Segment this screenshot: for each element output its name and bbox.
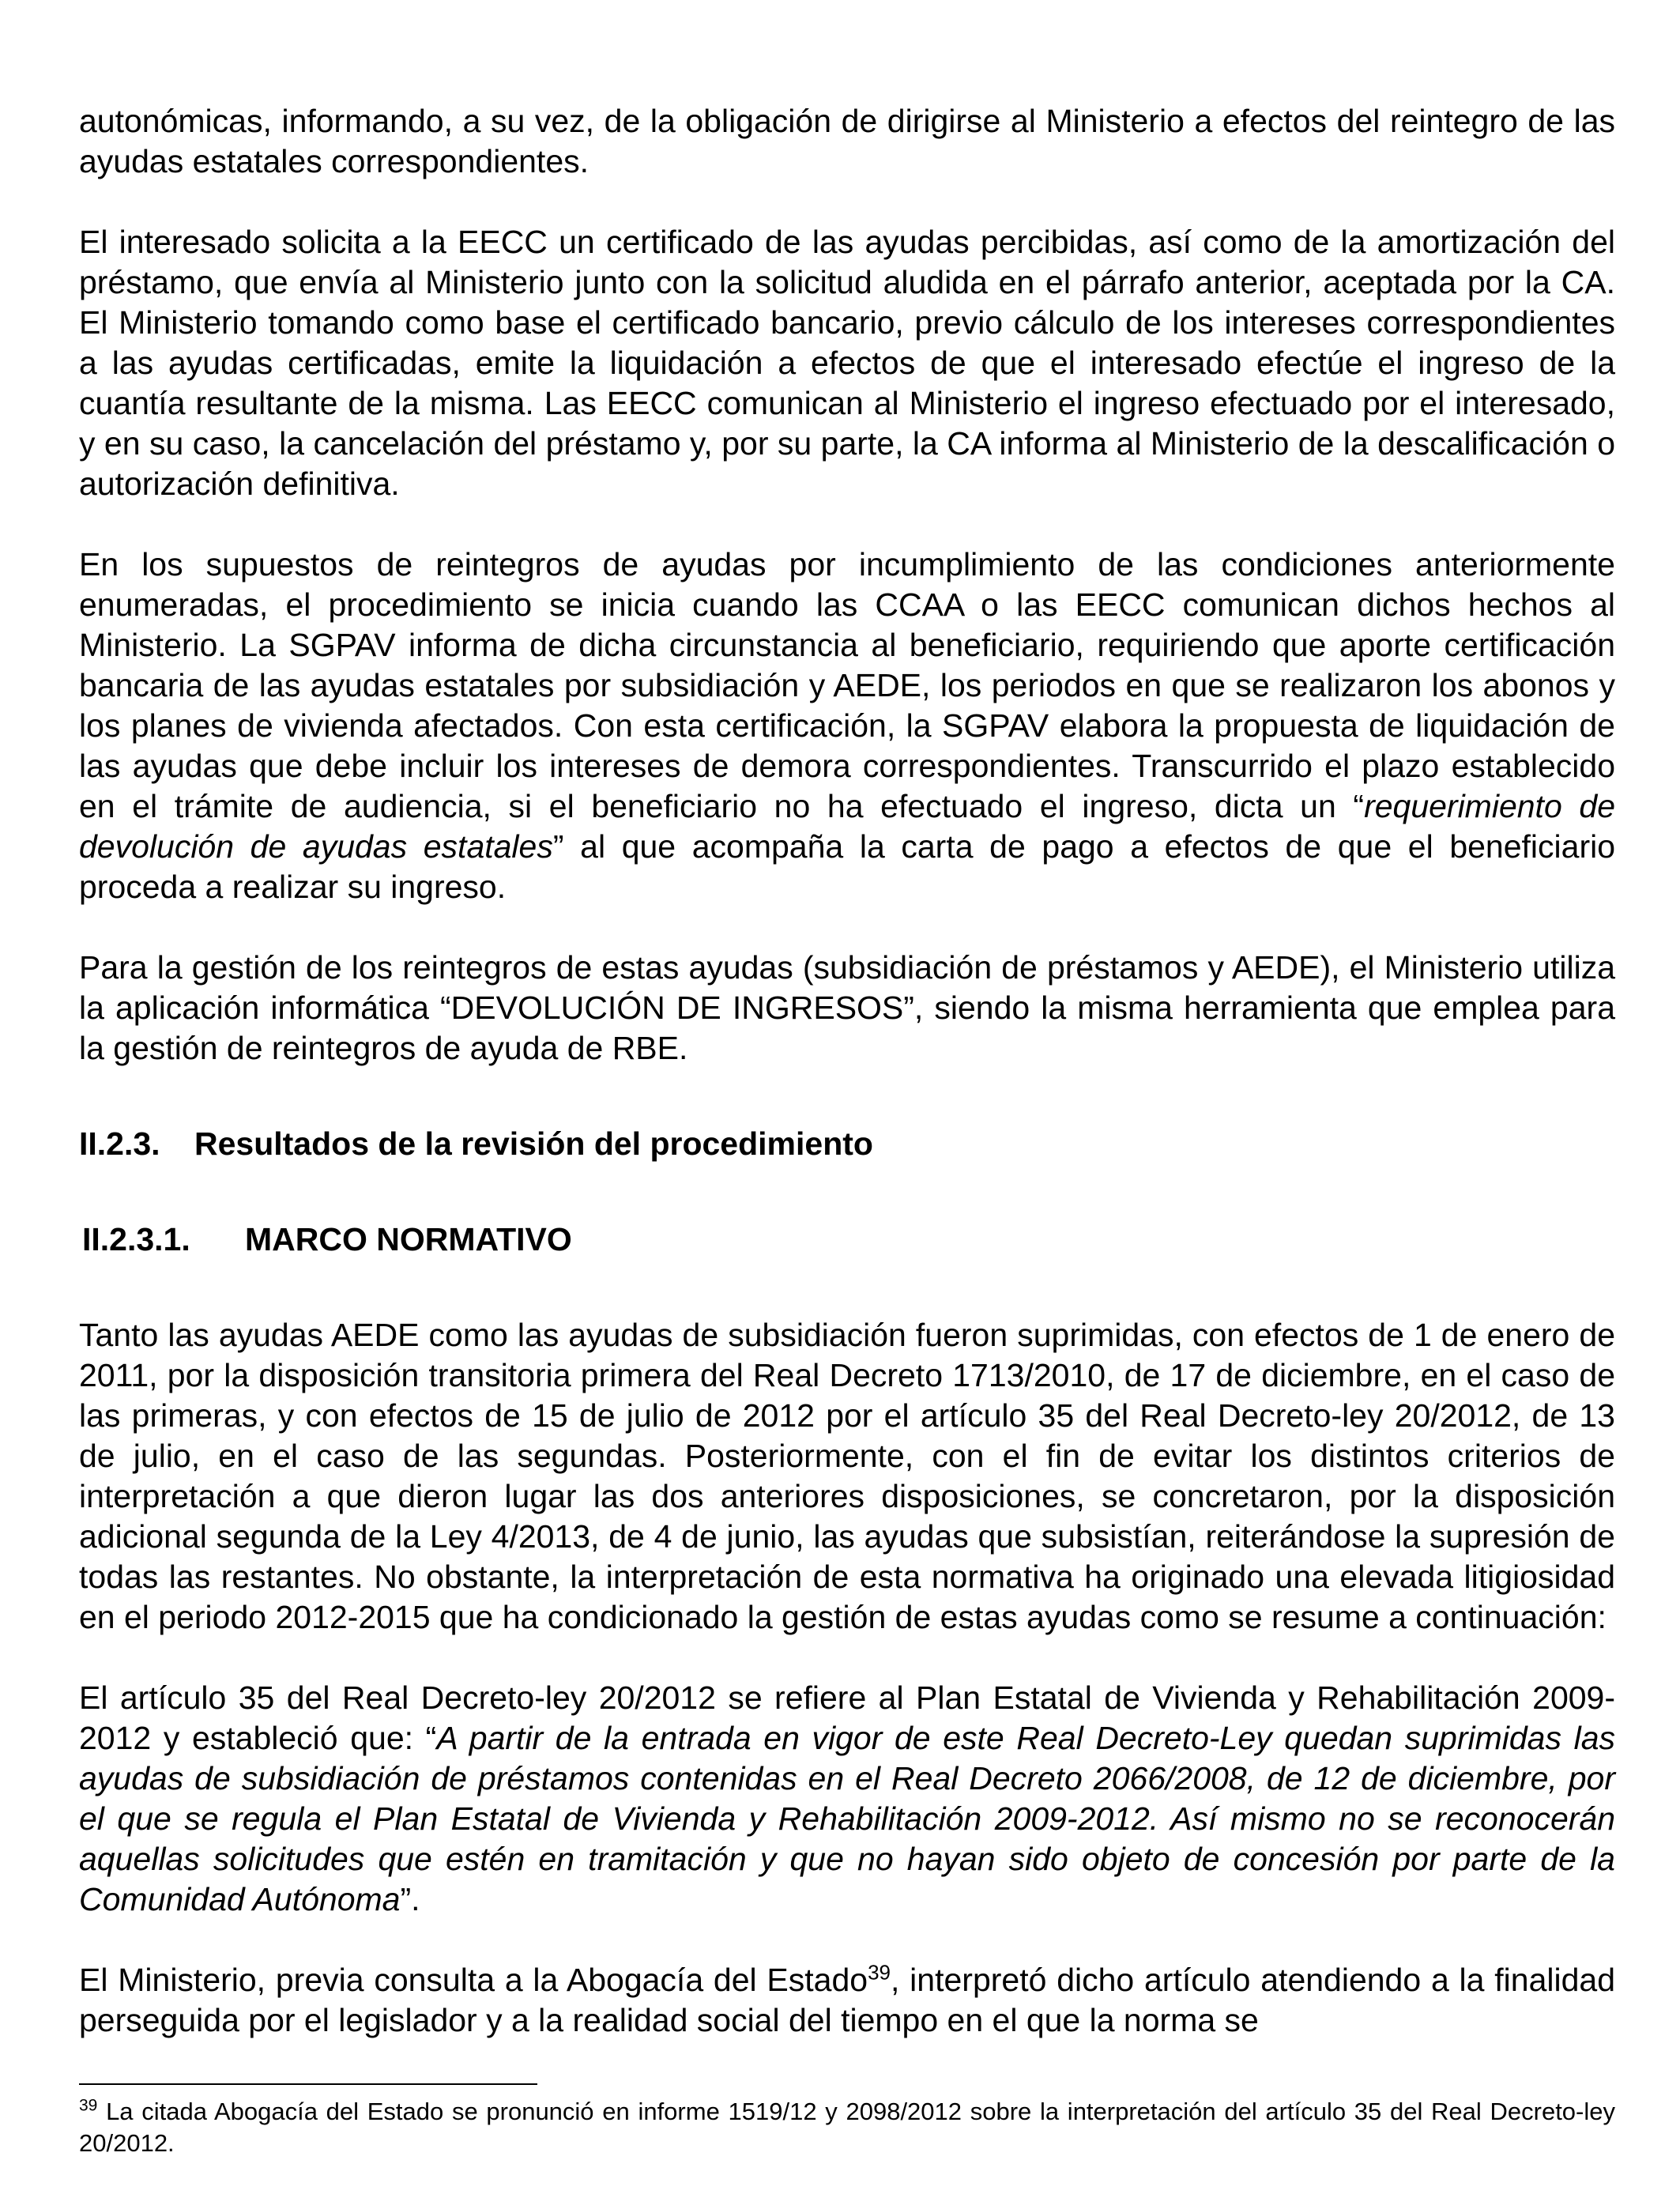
- paragraph-6-italic-quote: A partir de la entrada en vigor de este Real Decreto-Ley quedan suprimidas las ayudas de subsidiación de préstamos contenidas en el Real Decreto 2066/2008, de 12 de diciembre, por el que se regula el Plan Estatal de Vivienda y Rehabilitación 2009-2012. Así mismo no se reconocerán aquellas solicitudes que estén en tramitación y que no hayan sido objeto de concesión por parte de la Comunidad Autónoma: [79, 1720, 1615, 1917]
- paragraph-7-text-start: El Ministerio, previa consulta a la Abogacía del Estado: [79, 1962, 868, 1998]
- subsection-number: II.2.3.1.: [82, 1221, 190, 1257]
- paragraph-7-text-end: , interpretó dicho artículo atendiendo a la finalidad perseguida por el legislador y a la realidad social del tiempo en el que la norma se: [79, 1962, 1615, 2038]
- paragraph-2-text: El interesado solicita a la EECC un certificado de las ayudas percibidas, así como de la amortización del préstamo, que envía al Ministerio junto con la solicitud aludida en el párrafo anterior, aceptada por la CA. El Ministerio tomando como base el certificado bancario, previo cálculo de los intereses correspondientes a las ayudas certificadas, emite la liquidación a efectos de que el interesado efectúe el ingreso de la cuantía resultante de la misma. Las EECC comunican al Ministerio el ingreso efectuado por el interesado, y en su caso, la cancelación del préstamo y, por su parte, la CA informa al Ministerio de la descalificación o autorización definitiva.: [79, 224, 1615, 502]
- footnote-reference-39[interactable]: 39: [868, 1960, 891, 1985]
- footnote-text: La citada Abogacía del Estado se pronunció en informe 1519/12 y 2098/2012 sobre la interpretación del artículo 35 del Real Decreto-ley 20/2012.: [79, 2098, 1615, 2157]
- subsection-heading: [79, 1220, 1615, 1260]
- footnote-separator: [79, 2083, 537, 2085]
- paragraph-3: [79, 545, 1615, 907]
- paragraph-3-text-end: ” al que acompaña la carta de pago a efectos de que el beneficiario proceda a realizar su ingreso.: [79, 828, 1616, 905]
- paragraph-5-text: Tanto las ayudas AEDE como las ayudas de subsidiación fueron suprimidas, con efectos de 1 de enero de 2011, por la disposición transitoria primera del Real Decreto 1713/2010, de 17 de diciembre, en el caso de las primeras, y con efectos de 15 de julio de 2012 por el artículo 35 del Real Decreto-ley 20/2012, de 13 de julio, en el caso de las segundas. Posteriormente, con el fin de evitar los distintos criterios de interpretación a que dieron lugar las dos anteriores disposiciones, se concretaron, por la disposición adicional segunda de la Ley 4/2013, de 4 de junio, las ayudas que subsistían, reiterándose la supresión de todas las restantes. No obstante, la interpretación de esta normativa ha originado una elevada litigiosidad en el periodo 2012-2015 que ha condicionado la gestión de estas ayudas como se resume a continuación:: [79, 1317, 1615, 1635]
- paragraph-2: [79, 222, 1615, 504]
- paragraph-6-text-start: El artículo 35 del Real Decreto-ley 20/2012 se refiere al Plan Estatal de Vivienda y Rehabilitación 2009-2012 y estableció que: “: [79, 1679, 1615, 1756]
- paragraph-6-text-end: ”.: [400, 1881, 420, 1917]
- paragraph-4: [79, 948, 1615, 1069]
- paragraph-4-text: Para la gestión de los reintegros de estas ayudas (subsidiación de préstamos y AEDE), el Ministerio utiliza la aplicación informática “DEVOLUCIÓN DE INGRESOS”, siendo la misma herramienta que emplea para la gestión de reintegros de ayuda de RBE.: [79, 949, 1615, 1066]
- section-number: II.2.3.: [79, 1125, 160, 1162]
- paragraph-6: [79, 1678, 1615, 1920]
- paragraph-1: [79, 101, 1615, 182]
- paragraph-7: [79, 1960, 1615, 2041]
- paragraph-1-text: autonómicas, informando, a su vez, de la obligación de dirigirse al Ministerio a efectos del reintegro de las ayudas estatales correspondientes.: [79, 103, 1615, 179]
- paragraph-5: [79, 1315, 1615, 1638]
- paragraph-3-italic-quote: requerimiento de devolución de ayudas estatales: [79, 788, 1615, 865]
- footnote-39: [79, 2096, 1615, 2159]
- section-heading: [79, 1124, 1615, 1164]
- document-body: [79, 101, 1615, 2041]
- footnote-number: 39: [79, 2096, 98, 2115]
- paragraph-3-text-start: En los supuestos de reintegros de ayudas por incumplimiento de las condiciones anteriormente enumeradas, el procedimiento se inicia cuando las CCAA o las EECC comunican dichos hechos al Ministerio. La SGPAV informa de dicha circunstancia al beneficiario, requiriendo que aporte certificación bancaria de las ayudas estatales por subsidiación y AEDE, los periodos en que se realizaron los abonos y los planes de vivienda afectados. Con esta certificación, la SGPAV elabora la propuesta de liquidación de las ayudas que debe incluir los intereses de demora correspondientes. Transcurrido el plazo establecido en el trámite de audiencia, si el beneficiario no ha efectuado el ingreso, dicta un “: [79, 546, 1615, 824]
- section-title: Resultados de la revisión del procedimiento: [194, 1125, 873, 1162]
- subsection-title: MARCO NORMATIVO: [245, 1221, 572, 1257]
